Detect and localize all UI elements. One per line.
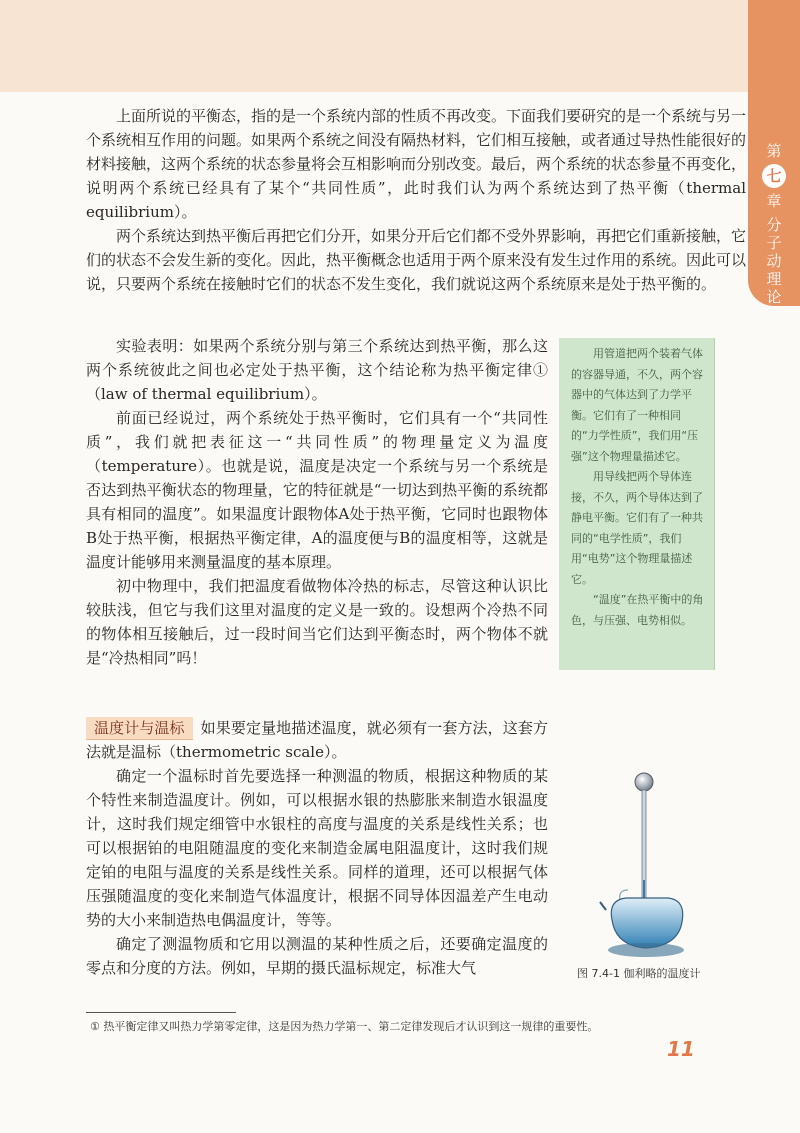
paragraph-zero-point: 确定了测温物质和它用以测温的某种性质之后，还要确定温度的零点和分度的方法。例如，早期的摄氏温标规定，标准大气 — [86, 935, 548, 977]
top-band — [0, 0, 748, 92]
flask-base — [608, 943, 684, 957]
paragraph-junior-physics: 初中物理中，我们把温度看做物体冷热的标志，尽管这种认识比较肤浅，但它与我们这里对温度的定义是一致的。设想两个冷热不同的物体相互接触后，过一段时间当它们达到平衡态时，两个物体不就是“冷热相同”吗！ — [86, 577, 548, 667]
section-heading: 温度计与温标 — [86, 717, 193, 740]
sidebar-temperature-role: “温度”在热平衡中的角色，与压强、电势相似。 — [571, 593, 704, 627]
chapter-title-2: 子 — [766, 234, 782, 252]
chapter-di: 第 — [766, 142, 782, 160]
chapter-title-4: 理 — [766, 270, 782, 288]
paragraph-thermometer-types: 确定一个温标时首先要选择一种测温的物质，根据这种物质的某个特性来制造温度计。例如，可以根据水银的热膨胀来制造水银温度计，这时我们规定细管中水银柱的高度与温度的关系是线性关系；也可以根据铂的电阻随温度的变化来制造金属电阻温度计，这时我们规定铂的电阻与温度的关系是线性关系。同样的道理，还可以根据气体压强随温度的变化来制造气体温度计，根据不同导体因温差产生电动势的大小来制造热电偶温度计，等等。 — [86, 767, 548, 929]
footnote: ① 热平衡定律又叫热力学第零定律，这是因为热力学第一、第二定律发现后才认识到这一规律的重要性。 — [90, 1020, 599, 1033]
main-text-bottom — [86, 716, 548, 980]
chapter-title-5: 论 — [766, 288, 782, 306]
thermometer-bulb — [635, 773, 653, 791]
main-text-middle — [86, 334, 548, 670]
page-number: 11 — [667, 1037, 695, 1061]
main-text-top — [86, 104, 746, 296]
scale-intro-text: 如果要定量地描述温度，就必须有一套方法，这套方法就是温标（thermometric scale）。 — [86, 719, 548, 761]
chapter-tab — [748, 0, 800, 306]
sidebar-note — [559, 338, 715, 670]
flask-spout — [600, 902, 606, 910]
sidebar-pressure: 用管道把两个装着气体的容器导通，不久，两个容器中的气体达到了力学平衡。它们有了一种相同的“力学性质”，我们用“压强”这个物理量描述它。 — [571, 347, 703, 463]
paragraph-scale-intro — [86, 716, 548, 764]
figure-caption: 图 7.4-1 伽利略的温度计 — [577, 967, 701, 980]
chapter-title-3: 动 — [766, 252, 782, 270]
galileo-thermometer-illustration — [598, 770, 708, 960]
paragraph-temperature-definition: 前面已经说过，两个系统处于热平衡时，它们具有一个“共同性质”，我们就把表征这一“共同性质”的物理量定义为温度（temperature）。也就是说，温度是决定一个系统与另一个系统是否达到热平衡状态的物理量，它的特征就是“一切达到热平衡的系统都具有相同的温度”。如果温度计跟物体A处于热平衡，它同时也跟物体B处于热平衡，根据热平衡定律，A的温度便与B的温度相等，这就是温度计能够用来测量温度的基本原理。 — [86, 409, 548, 571]
chapter-title-1: 分 — [766, 216, 782, 234]
chapter-number-badge: 七 — [762, 164, 786, 188]
footnote-divider — [86, 1012, 236, 1013]
paragraph-thermal-equilibrium: 上面所说的平衡态，指的是一个系统内部的性质不再改变。下面我们要研究的是一个系统与另一个系统相互作用的问题。如果两个系统之间没有隔热材料，它们相互接触，或者通过导热性能很好的材料接触，这两个系统的状态参量将会互相影响而分别改变。最后，两个系统的状态参量不再变化，说明两个系统已经具有了某个“共同性质”，此时我们认为两个系统达到了热平衡（thermal equilibrium）。 — [86, 107, 747, 221]
chapter-zhang: 章 — [766, 192, 782, 210]
sidebar-potential: 用导线把两个导体连接，不久，两个导体达到了静电平衡。它们有了一种共同的“电学性质”，我们用“电势”这个物理量描述它。 — [571, 470, 703, 586]
paragraph-separation: 两个系统达到热平衡后再把它们分开，如果分开后它们都不受外界影响，再把它们重新接触，它们的状态不会发生新的变化。因此，热平衡概念也适用于两个原来没有发生过作用的系统。因此可以说，只要两个系统在接触时它们的状态不发生变化，我们就说这两个系统原来是处于热平衡的。 — [86, 227, 747, 293]
flask-body — [611, 898, 682, 948]
paragraph-law-of-equilibrium: 实验表明：如果两个系统分别与第三个系统达到热平衡，那么这两个系统彼此之间也必定处于热平衡，这个结论称为热平衡定律①（law of thermal equilibrium）。 — [86, 337, 548, 403]
